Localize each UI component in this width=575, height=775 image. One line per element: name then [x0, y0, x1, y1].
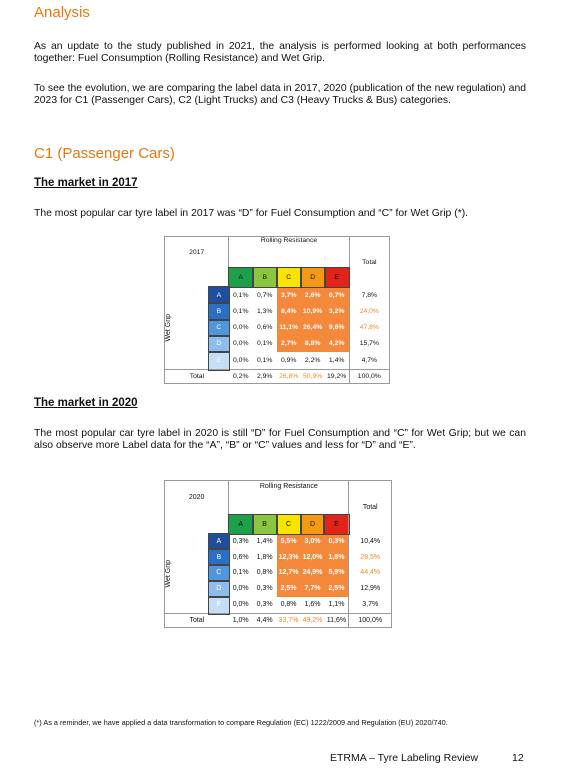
table-cell: 1,8%: [324, 549, 348, 565]
table-cell: 0,3%: [256, 601, 273, 609]
table-cell: 9,6%: [325, 320, 350, 336]
footnote: (*) As a reminder, we have applied a data transformation to compare Regulation (EC) 1222/2009 and Regulation (EU) 2020/740.: [34, 718, 448, 727]
section-heading-c1: C1 (Passenger Cars): [34, 145, 175, 162]
table-cell: 1,4%: [256, 537, 273, 545]
table-cell: 8,8%: [301, 336, 325, 352]
table-cell: 2,7%: [277, 336, 301, 352]
table-cell: 1,8%: [256, 553, 273, 561]
total-header: Total: [349, 481, 392, 534]
label-table-2020: [164, 480, 392, 628]
totals-label: Total: [165, 370, 229, 384]
row-total: 24,0%: [349, 303, 389, 319]
table-cell: 26,4%: [301, 320, 325, 336]
rr-class-b: B: [253, 268, 277, 287]
rr-class-d: D: [301, 515, 325, 534]
table-cell: 0,7%: [325, 287, 350, 303]
table-cell: 1,6%: [304, 601, 321, 609]
column-total: 1,0%: [229, 614, 253, 628]
column-total: 0,2%: [229, 370, 253, 384]
table-cell: 0,9%: [280, 357, 297, 365]
table-cell: 0,6%: [256, 324, 273, 332]
table-cell: 2,2%: [304, 357, 321, 365]
column-total: 49,2%: [301, 614, 325, 628]
wet-grip-class-b: B: [209, 303, 229, 319]
table-cell: 1,3%: [256, 307, 273, 315]
table-cell: 0,3%: [256, 585, 273, 593]
rr-class-c: C: [277, 268, 301, 287]
rr-class-e: E: [324, 515, 348, 534]
column-total: 11,6%: [324, 614, 348, 628]
table-cell: 1,4%: [328, 357, 345, 365]
page-number: 12: [512, 752, 524, 764]
row-total: 3,7%: [349, 597, 392, 614]
wet-grip-class-d: D: [209, 336, 229, 352]
rolling-resistance-title: Rolling Resistance: [229, 481, 349, 515]
total-header: Total: [349, 237, 389, 288]
table-cell: 0,8%: [280, 601, 297, 609]
table-cell: 0,0%: [233, 357, 249, 365]
table-cell: 0,3%: [232, 537, 249, 545]
table-cell: 1,1%: [328, 601, 345, 609]
table-cell: 4,2%: [325, 336, 350, 352]
wet-grip-label: Wet Grip: [165, 559, 172, 588]
column-total: 26,8%: [277, 370, 301, 384]
table-cell: 0,6%: [232, 553, 249, 561]
row-total: 4,7%: [349, 352, 389, 369]
table-year: 2017: [165, 237, 229, 268]
rr-class-e: E: [325, 268, 350, 287]
table-cell: 0,0%: [233, 340, 249, 348]
table-row: [165, 534, 392, 550]
table-cell: 3,7%: [277, 287, 301, 303]
table-cell: 2,5%: [277, 581, 301, 597]
wet-grip-class-a: A: [209, 287, 229, 303]
wet-grip-class-a: A: [209, 534, 229, 550]
table-cell: 5,9%: [324, 565, 348, 581]
column-total: 33,7%: [277, 614, 301, 628]
wet-grip-class-e: E: [209, 597, 229, 614]
column-total: 19,2%: [325, 370, 350, 384]
wet-grip-class-d: D: [209, 581, 229, 597]
row-total: 15,7%: [349, 336, 389, 352]
table-cell: 0,3%: [324, 534, 348, 550]
table-cell: 24,9%: [301, 565, 325, 581]
label-table-2017: [164, 236, 390, 384]
column-total: 4,4%: [253, 614, 277, 628]
row-total: 12,9%: [349, 581, 392, 597]
table-cell: 0,1%: [256, 357, 273, 365]
table-cell: 0,1%: [233, 291, 249, 299]
totals-label: Total: [165, 614, 229, 628]
rr-class-a: A: [229, 515, 253, 534]
row-total: 28,5%: [349, 549, 392, 565]
table-cell: 2,5%: [324, 581, 348, 597]
table-cell: 3,2%: [325, 303, 350, 319]
intro-paragraph-1: As an update to the study published in 2021, the analysis is performed looking at both performances together: Fuel Consumption (Rolling Resistance) and Wet Grip.: [34, 41, 526, 65]
table-cell: 0,0%: [233, 324, 249, 332]
row-total: 10,4%: [349, 534, 392, 550]
row-total: 7,8%: [349, 287, 389, 303]
wet-grip-class-c: C: [209, 320, 229, 336]
row-total: 44,4%: [349, 565, 392, 581]
table-cell: 10,9%: [301, 303, 325, 319]
table-cell: 0,8%: [256, 569, 273, 577]
grand-total: 100,0%: [349, 370, 389, 384]
subheading-market-2020: The market in 2020: [34, 397, 138, 409]
wet-grip-class-b: B: [209, 549, 229, 565]
rr-class-c: C: [277, 515, 301, 534]
wet-grip-class-c: C: [209, 565, 229, 581]
page-title: Analysis: [34, 4, 90, 21]
table-cell: 0,7%: [256, 291, 273, 299]
table-cell: 2,6%: [301, 287, 325, 303]
totals-row: [165, 370, 390, 384]
table-cell: 12,3%: [277, 549, 301, 565]
footer-doc-title: ETRMA – Tyre Labeling Review: [330, 752, 479, 764]
rolling-resistance-title: Rolling Resistance: [229, 237, 349, 268]
table-cell: 8,4%: [277, 303, 301, 319]
subheading-market-2017: The market in 2017: [34, 177, 138, 189]
rr-class-b: B: [253, 515, 277, 534]
table-cell: 0,1%: [233, 307, 249, 315]
table-cell: 5,5%: [277, 534, 301, 550]
market-2020-text: The most popular car tyre label in 2020 is still “D” for Fuel Consumption and “C” for Wet Grip; but we can also observe more Label data for the “A”, “B” or “C” values and less for “D” and “E”.: [34, 428, 526, 452]
table-cell: 0,0%: [232, 585, 249, 593]
wet-grip-label: Wet Grip: [165, 314, 172, 342]
totals-row: [165, 614, 392, 628]
table-cell: 12,7%: [277, 565, 301, 581]
rr-class-a: A: [229, 268, 253, 287]
table-year: 2020: [165, 481, 229, 515]
row-total: 47,8%: [349, 320, 389, 336]
table-cell: 7,7%: [301, 581, 325, 597]
table-cell: 11,1%: [277, 320, 301, 336]
table-cell: 12,0%: [301, 549, 325, 565]
market-2017-text: The most popular car tyre label in 2017 was “D” for Fuel Consumption and “C” for Wet Grip (*).: [34, 208, 469, 219]
table-cell: 0,1%: [232, 569, 249, 577]
table-cell: 0,1%: [256, 340, 273, 348]
table-cell: 0,0%: [232, 601, 249, 609]
grand-total: 100,0%: [349, 614, 392, 628]
table-cell: 3,0%: [301, 534, 325, 550]
wet-grip-class-e: E: [209, 352, 229, 369]
column-total: 2,9%: [253, 370, 277, 384]
rr-class-d: D: [301, 268, 325, 287]
column-total: 50,9%: [301, 370, 325, 384]
table-row: [165, 287, 390, 303]
intro-paragraph-2: To see the evolution, we are comparing the label data in 2017, 2020 (publication of the new regulation) and 2023 for C1 (Passenger Cars), C2 (Light Trucks) and C3 (Heavy Trucks & Bus) categories.: [34, 83, 526, 107]
